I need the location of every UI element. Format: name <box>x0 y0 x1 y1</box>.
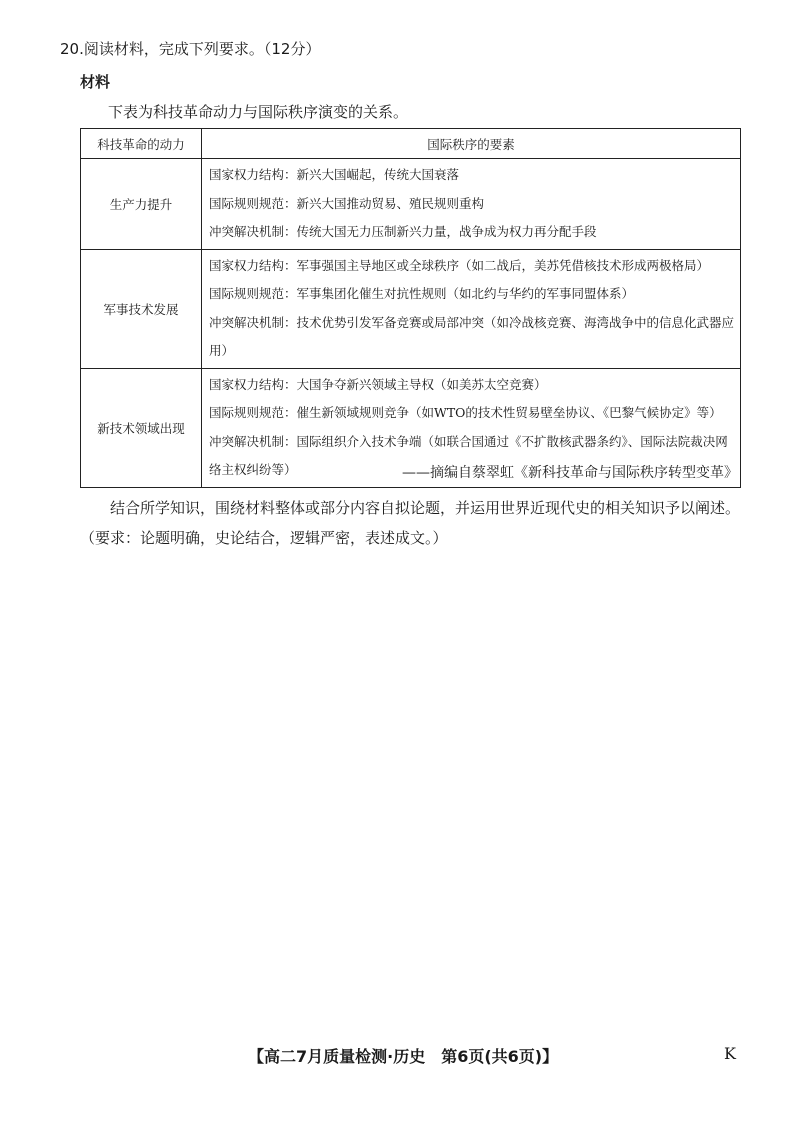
element-power-structure: 国家权力结构：大国争夺新兴领域主导权（如美苏太空竞赛） <box>209 376 547 392</box>
element-conflict: 冲突解决机制：国际组织介入技术争端（如联合国通过《不扩散核武器条约》、国际法院裁决网络主权纠纷等） <box>209 433 728 477</box>
page-footer: 【高二7月质量检测·历史 第6页(共6页)】 <box>248 1047 559 1066</box>
element-power-structure: 国家权力结构：新兴大国崛起，传统大国衰落 <box>209 167 460 182</box>
header-driver: 科技革命的动力 <box>81 129 202 159</box>
table-header-row <box>81 129 741 159</box>
task-instruction: 结合所学知识，围绕材料整体或部分内容自拟论题，并运用世界近现代史的相关知识予以阐述。 <box>110 499 741 517</box>
element-rules: 国际规则规范：催生新领域规则竞争（如WTO的技术性贸易壁垒协议、《巴黎气候协定》等） <box>209 405 722 420</box>
row-elements <box>202 159 741 250</box>
question-title: 20.阅读材料，完成下列要求。（12分） <box>60 40 321 58</box>
task-requirements: （要求：论题明确，史论结合，逻辑严密，表述成文。） <box>80 529 448 547</box>
row-driver: 军事技术发展 <box>81 249 202 368</box>
table-row <box>81 249 741 368</box>
table-row <box>81 159 741 250</box>
source-citation: ——摘编自蔡翠虹《新科技革命与国际秩序转型变革》 <box>402 465 738 481</box>
tech-order-table <box>80 128 741 488</box>
header-elements: 国际秩序的要素 <box>202 129 741 159</box>
version-mark: K <box>724 1044 736 1063</box>
element-rules: 国际规则规范：新兴大国推动贸易、殖民规则重构 <box>209 195 485 211</box>
element-rules: 国际规则规范：军事集团化催生对抗性规则（如北约与华约的军事同盟体系） <box>209 286 635 301</box>
row-driver: 生产力提升 <box>81 159 202 250</box>
material-label: 材料 <box>80 73 111 91</box>
element-conflict: 冲突解决机制：传统大国无力压制新兴力量，战争成为权力再分配手段 <box>209 224 597 239</box>
task-text <box>80 493 750 553</box>
row-elements <box>202 249 741 368</box>
element-conflict: 冲突解决机制：技术优势引发军备竞赛或局部冲突（如冷战核竞赛、海湾战争中的信息化武器应用） <box>209 314 735 358</box>
material-intro: 下表为科技革命动力与国际秩序演变的关系。 <box>108 103 409 121</box>
row-driver: 新技术领域出现 <box>81 368 202 487</box>
element-power-structure: 国家权力结构：军事强国主导地区或全球秩序（如二战后，美苏凭借核技术形成两极格局） <box>209 257 710 273</box>
